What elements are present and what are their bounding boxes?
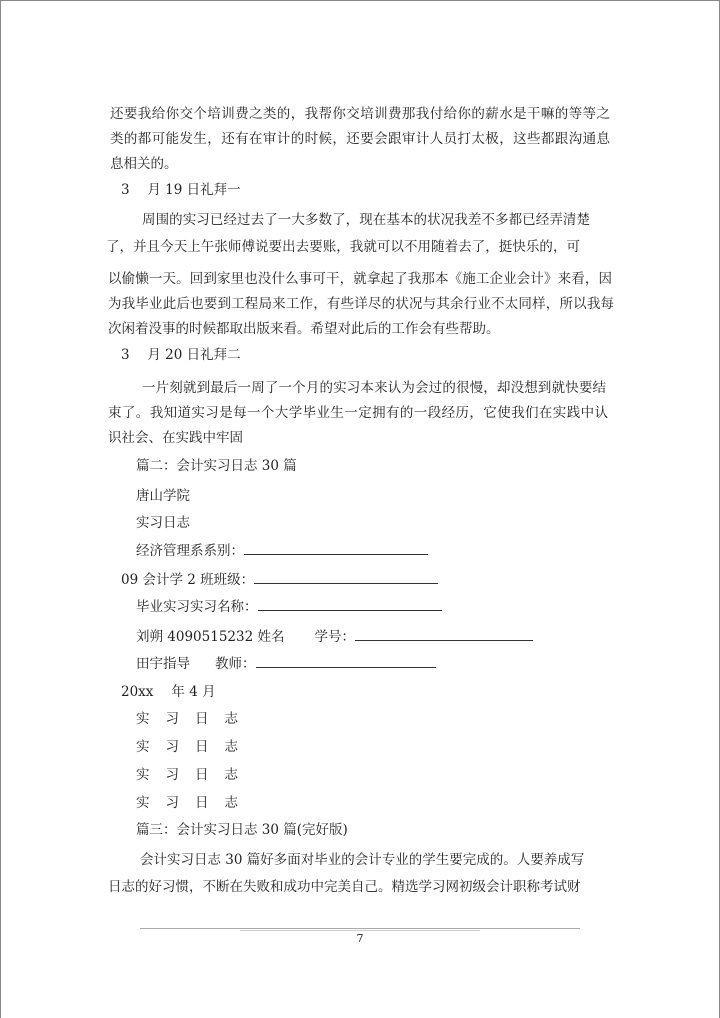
date-line <box>121 684 216 700</box>
section-heading: 篇二：会计实习日志 30 篇 <box>136 458 297 474</box>
dept-field <box>136 542 428 559</box>
body-line: 次闲着没事的时候都取出版来看。希望对此后的工作会有些帮助。 <box>108 321 500 337</box>
date-heading: 3 月 20 日礼拜二 <box>121 347 241 363</box>
log-title-row: 实 习 日 志 <box>136 795 238 811</box>
body-line: 还要我给你交个培训费之类的，我帮你交培训费那我付给你的薪水是干嘛的等等之 <box>110 106 610 122</box>
school-name: 唐山学院 <box>136 488 190 504</box>
student-field <box>136 628 533 645</box>
body-line: 周围的实习已经过去了一大多数了，现在基本的状况我差不多都已经弄清楚 <box>142 212 590 228</box>
log-title-row: 实 习 日 志 <box>136 767 238 783</box>
body-line: 会计实习日志 30 篇好多面对毕业的会计专业的学生要完成的。人要养成写 <box>140 852 585 868</box>
teacher-field <box>136 655 436 672</box>
doc-title: 实习日志 <box>136 515 190 531</box>
body-line: 一片刻就到最后一周了一个月的实习本来认为会过的很慢，却没想到就快要结 <box>142 380 606 396</box>
body-line: 束了。我知道实习是每一个大学毕业生一定拥有的一段经历，它使我们在实践中认 <box>108 405 608 421</box>
date-year: 20xx <box>121 684 154 700</box>
body-line: 类的都可能发生，还有在审计的时候，还要会跟审计人员打太极，这些都跟沟通息 <box>110 131 610 147</box>
dept-label: 经济管理系系别： <box>136 543 244 559</box>
body-line: 识社会、在实践中牢固 <box>108 430 243 446</box>
class-blank <box>254 571 438 584</box>
date-heading: 3 月 19 日礼拜一 <box>121 182 241 198</box>
body-line: 以偷懒一天。回到家里也没什么事可干，就拿起了我那本《施工企业会计》来看，因 <box>108 271 612 287</box>
class-label: 09 会计学 2 班班级： <box>121 572 255 588</box>
page-border-top <box>0 0 720 1</box>
student-label: 刘朔 4090515232 姓名 <box>136 629 285 645</box>
footer-rule <box>140 928 580 929</box>
page-border-left <box>0 0 1 1018</box>
footer-rule-inner <box>240 930 480 931</box>
body-line: 了，并且今天上午张师傅说要出去要账，我就可以不用随着去了，挺快乐的，可 <box>106 239 580 255</box>
teacher-label-a: 田宇指导 <box>136 656 190 672</box>
dept-blank <box>244 542 428 555</box>
teacher-blank <box>256 655 436 668</box>
log-title-row: 实 习 日 志 <box>136 739 238 755</box>
date-month: 年 4 月 <box>171 684 216 700</box>
section-heading: 篇三：会计实习日志 30 篇(完好版) <box>136 822 348 838</box>
student-id-label: 学号： <box>314 629 355 645</box>
body-line: 为我毕业此后也要到工程局来工作，有些详尽的状况与其余行业不太同样，所以我每 <box>108 296 614 312</box>
log-title-row: 实 习 日 志 <box>136 711 238 727</box>
intern-blank <box>258 598 442 611</box>
page-number: 7 <box>356 932 364 945</box>
body-line: 日志的好习惯，不断在失败和成功中完美自己。精选学习网初级会计职称考试财 <box>108 879 581 895</box>
intern-label: 毕业实习实习名称： <box>136 599 258 615</box>
intern-field <box>136 598 442 615</box>
teacher-label-b: 教师： <box>215 656 256 672</box>
class-field <box>121 571 438 588</box>
student-id-blank <box>355 628 533 641</box>
body-line: 息相关的。 <box>110 156 178 172</box>
